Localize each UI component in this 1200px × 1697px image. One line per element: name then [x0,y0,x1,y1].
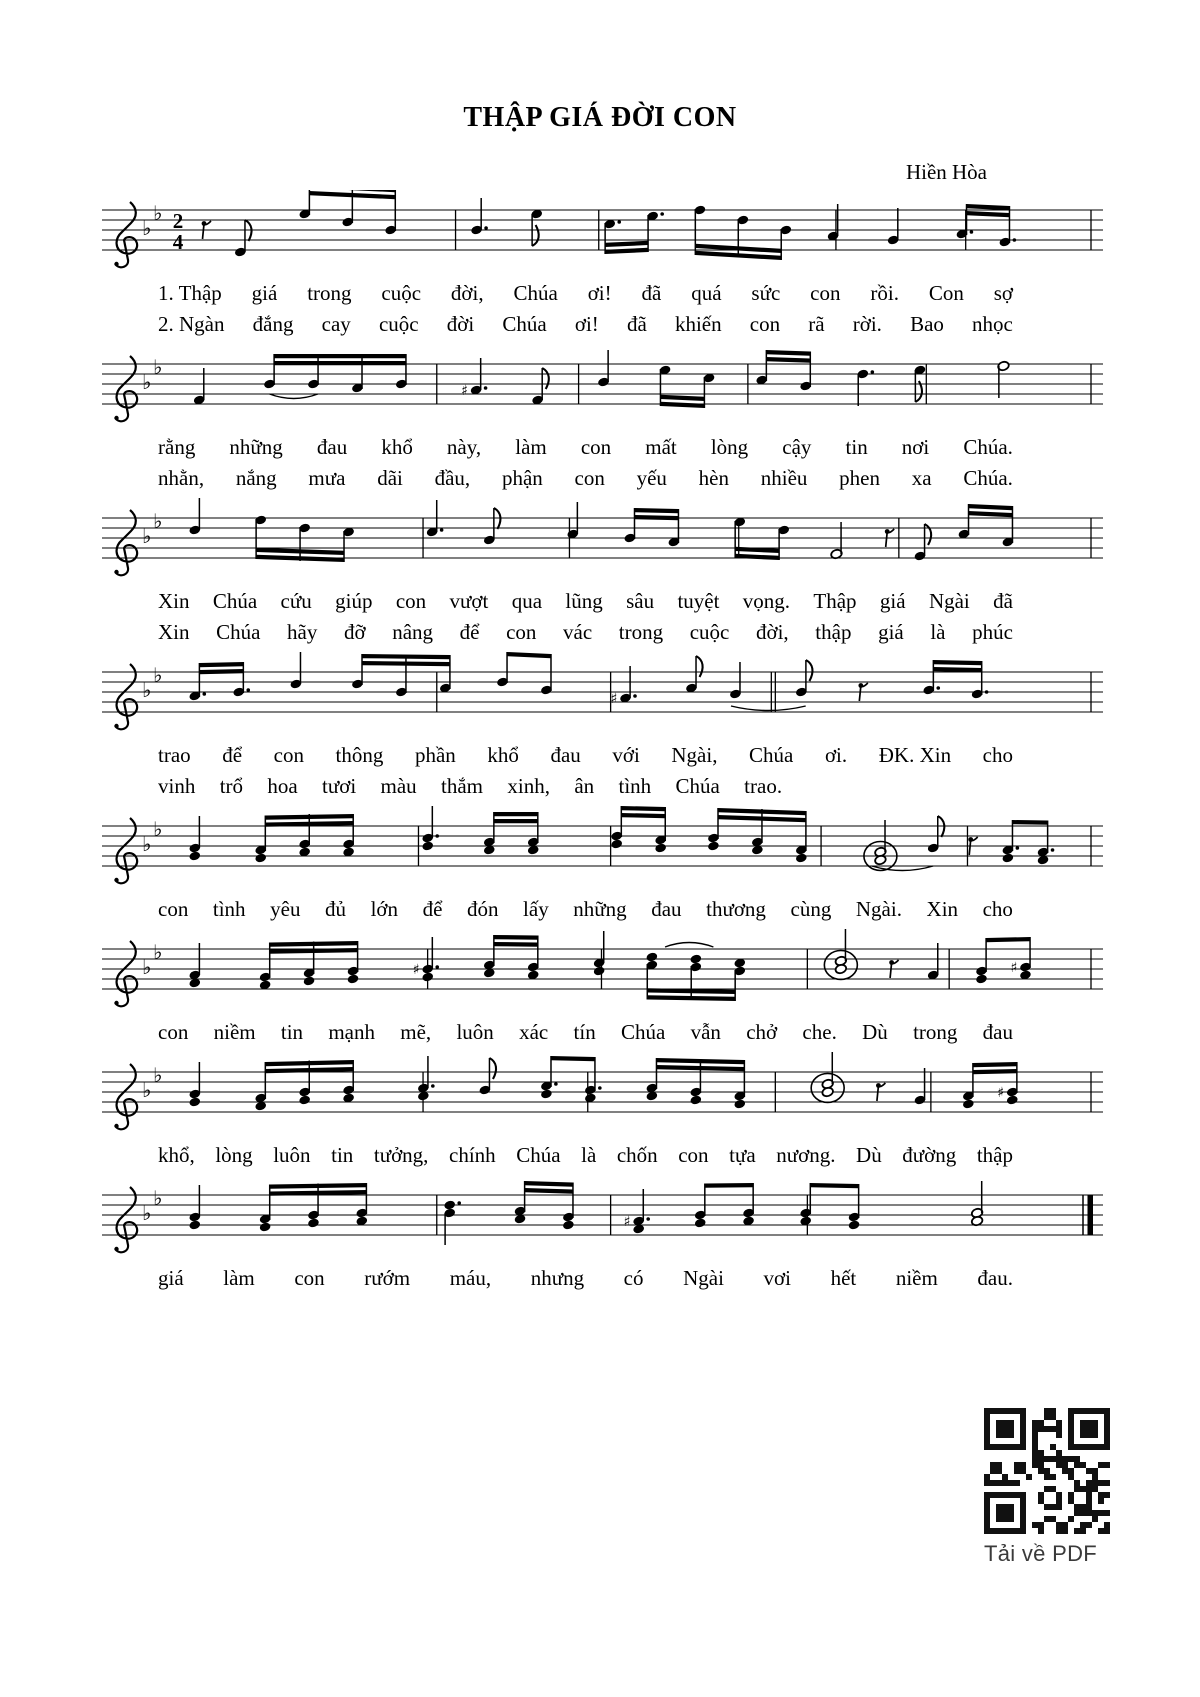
treble-clef-icon [116,356,137,421]
staff-system-5 [100,806,1105,925]
staff-system-3 [100,498,1105,648]
download-pdf-link[interactable]: Tải về PDF [984,1541,1098,1566]
staff-system-8 [100,1175,1105,1294]
qr-block [984,1408,1114,1567]
svg-text:♯: ♯ [412,962,420,978]
lyric-word: con [158,897,189,921]
lyric-word: trong [618,620,664,644]
flat-icon: ♭ [142,524,152,548]
lyric-word: mẽ, [400,1020,432,1044]
lyric-word: Ngài. [855,897,902,921]
lyric-word: Ngài [683,1266,724,1290]
lyric-word: Ngài, [671,743,718,767]
lyric-word: hoa [267,774,298,798]
staff-notation-3 [100,498,1105,586]
lyric-word: niềm [213,1020,256,1044]
lyric-word: Thập [813,589,857,613]
lyric-word: con [749,312,781,336]
lyric-word: tin [845,435,868,459]
flat-icon: ♭ [153,201,163,225]
lyric-word: con [506,620,537,644]
lyric-word: đã [993,589,1013,613]
lyric-word: Chúa [216,620,261,644]
lyric-word: hết [830,1266,857,1290]
composer-name: Hiền Hòa [905,160,987,184]
staff-system-7 [100,1052,1105,1171]
lyric-word: đời, [755,620,789,644]
lyric-word: đắng [252,312,294,336]
lyric-word: Chúa [620,1020,666,1044]
lyric-word: khiến [674,312,722,336]
lyric-line [158,1263,1013,1294]
lyric-word: khổ, [158,1143,195,1167]
lyrics-wrap [158,894,1013,925]
time-signature: 2 [172,209,184,233]
lyric-word: con [678,1143,709,1167]
song-title: THẬP GIÁ ĐỜI CON [463,102,737,133]
lyrics-wrap [158,1017,1013,1048]
lyric-word: đỡ [343,620,366,644]
lyric-word: vác [563,620,593,644]
lyric-word: mưa [308,466,346,490]
flat-icon: ♭ [153,663,163,687]
lyric-word: niềm [895,1266,938,1290]
svg-text:♯: ♯ [623,1214,631,1230]
lyric-word: cho [982,743,1013,767]
lyric-word: con [580,435,612,459]
lyric-word: luôn [273,1143,311,1167]
lyrics-wrap [158,740,1013,802]
staff-notation-4 [100,652,1105,740]
staff-notation-1 [100,190,1105,278]
lyric-line [158,309,1013,340]
treble-clef-icon [116,202,137,267]
lyric-word: xa [911,466,932,490]
treble-clef-icon [116,510,137,575]
lyric-word: làm [515,435,547,459]
lyric-word: ĐK. Xin [878,743,952,767]
lyric-word: tươi [322,774,357,798]
lyric-word: thương [706,897,766,921]
lyric-word: Chúa [513,281,558,305]
lyric-word: đau [316,435,348,459]
lyric-line [158,740,1013,771]
lyric-word: để [222,743,243,767]
treble-clef-icon [116,664,137,729]
lyric-word: nương. [776,1143,836,1167]
lyric-word: nâng [392,620,434,644]
lyric-word: lũng [565,589,603,613]
lyrics-wrap [158,432,1013,494]
lyric-word: đau [550,743,581,767]
treble-clef-icon [116,941,137,1006]
lyric-word: làm [223,1266,255,1290]
lyric-word: để [422,897,443,921]
treble-clef-icon [116,1187,137,1252]
lyric-word: sâu [626,589,655,613]
lyric-word: trong [913,1020,958,1044]
lyric-word: 1. Thập [158,281,222,305]
lyric-word: Chúa [675,774,720,798]
lyric-word: là [581,1143,597,1167]
lyric-word: tuyệt [677,589,720,613]
lyric-word: chở [746,1020,778,1044]
treble-clef-icon [116,818,137,883]
lyric-word: đau [982,1020,1013,1044]
lyric-word: cuộc [378,312,419,336]
lyric-word: hãy [287,620,318,644]
lyric-word: cay [321,312,351,336]
staff-notation-5 [100,806,1105,894]
lyric-word: chốn [616,1143,658,1167]
lyric-word: mạnh [328,1020,375,1044]
flat-icon: ♭ [142,832,152,856]
lyric-word: yếu [636,466,667,490]
lyric-word: nhằn, [158,466,205,490]
svg-text:♯: ♯ [997,1085,1005,1101]
lyric-word: vẫn [690,1020,721,1044]
lyric-word: Bao [910,312,944,336]
qr-code[interactable] [984,1408,1110,1534]
treble-clef-icon [116,1064,137,1129]
lyric-line [158,1017,1013,1048]
lyric-word: phen [839,466,880,490]
svg-text:♯: ♯ [461,383,468,399]
lyric-word: quá [691,281,722,305]
lyric-word: con [273,743,304,767]
lyrics-wrap [158,278,1013,340]
lyric-word: hèn [698,466,729,490]
lyric-word: đau [651,897,682,921]
lyric-word: khổ [381,435,413,459]
flat-icon: ♭ [142,678,152,702]
lyric-word: giá [158,1266,184,1290]
lyric-word: để [459,620,480,644]
lyric-word: cuộc [689,620,730,644]
lyric-word: nhiều [760,466,808,490]
lyric-word: 2. Ngàn [158,312,225,336]
lyric-line [158,617,1013,648]
lyric-word: tín [573,1020,596,1044]
lyric-word: cậy [782,435,812,459]
lyric-word: Dù [856,1143,882,1167]
svg-text:♯: ♯ [610,691,618,707]
flat-icon: ♭ [142,1078,152,1102]
lyric-word: tựa [729,1143,756,1167]
lyric-word: những [573,897,627,921]
lyric-word: cứu [280,589,312,613]
lyric-word: rời. [852,312,882,336]
flat-icon: ♭ [153,1063,163,1087]
score [100,190,1105,1294]
lyric-word: cùng [790,897,832,921]
staff-notation-6 [100,929,1105,1017]
lyric-word: phúc [972,620,1013,644]
lyric-word: cuộc [381,281,422,305]
time-signature: 4 [172,230,184,254]
lyric-word: con [294,1266,325,1290]
lyric-word: đau. [977,1266,1013,1290]
lyric-word: tình [618,774,652,798]
lyric-word: ơi! [587,281,612,305]
flat-icon: ♭ [153,940,163,964]
lyric-word: mất [645,435,677,459]
lyric-word: con [810,281,841,305]
lyric-word: máu, [449,1266,492,1290]
lyric-word: giúp [335,589,373,613]
lyric-word: nhưng [530,1266,585,1290]
lyric-word: xác [519,1020,549,1044]
lyric-word: tình [212,897,246,921]
lyric-word: đường [902,1143,957,1167]
flat-icon: ♭ [153,355,163,379]
lyric-word: thập [815,620,852,644]
lyric-word: này, [446,435,482,459]
flat-icon: ♭ [142,955,152,979]
lyric-word: Chúa [212,589,258,613]
lyric-word: trổ [219,774,244,798]
lyric-word: Chúa [749,743,794,767]
lyric-word: thập [976,1143,1013,1167]
flat-icon: ♭ [153,1186,163,1210]
lyric-word: màu [380,774,417,798]
lyric-word: yêu [270,897,301,921]
lyric-word: lòng [215,1143,253,1167]
svg-text:♯: ♯ [1010,960,1018,976]
lyric-word: ơi. [824,743,848,767]
lyric-word: Dù [862,1020,888,1044]
staff-notation-8 [100,1175,1105,1263]
lyric-line [158,586,1013,617]
lyric-word: thông [335,743,384,767]
lyric-word: có [623,1266,644,1290]
lyric-word: nhọc [972,312,1013,336]
lyric-word: Ngài [928,589,970,613]
lyric-word: vọng. [742,589,791,613]
lyric-line [158,894,1013,925]
lyric-word: Chúa [516,1143,561,1167]
lyric-word: con [395,589,427,613]
lyric-word: thắm [441,774,484,798]
lyric-word: tin [280,1020,304,1044]
lyric-word: là [930,620,946,644]
lyric-word: qua [511,589,543,613]
lyric-word: sức [751,281,781,305]
lyric-word: trao [158,743,191,767]
lyric-word: che. [802,1020,837,1044]
flat-icon: ♭ [153,817,163,841]
lyric-word: rã [808,312,825,336]
lyric-word: đủ [325,897,347,921]
lyric-word: những [229,435,283,459]
lyric-word: trao. [744,774,783,798]
flat-icon: ♭ [142,1201,152,1225]
lyric-word: lớn [370,897,399,921]
staff-system-6 [100,929,1105,1048]
lyric-word: đón [466,897,499,921]
staff-notation-7 [100,1052,1105,1140]
lyric-word: Chúa [502,312,547,336]
lyric-line [158,1140,1013,1171]
lyric-word: vượt [449,589,489,613]
lyric-word: Xin [926,897,959,921]
lyric-word: Xin [158,620,190,644]
staff-system-2 [100,344,1105,494]
lyric-word: đã [626,312,647,336]
lyric-word: trong [307,281,352,305]
lyric-word: đã [641,281,662,305]
lyric-word: lòng [710,435,749,459]
lyric-word: cho [982,897,1013,921]
lyric-word: rồi. [870,281,899,305]
lyric-word: rằng [158,435,196,459]
lyric-word: Chúa. [963,466,1013,490]
lyric-word: đời, [450,281,484,305]
lyric-word: lấy [523,897,549,921]
lyric-word: khổ [487,743,519,767]
lyrics-wrap [158,586,1013,648]
lyric-line [158,278,1013,309]
flat-icon: ♭ [153,509,163,533]
lyric-line [158,432,1013,463]
lyric-word: với [612,743,640,767]
lyric-word: sợ [993,281,1013,305]
lyric-line [158,771,782,802]
staff-notation-2 [100,344,1105,432]
lyric-word: dãi [377,466,403,490]
lyric-word: xinh, [507,774,550,798]
score-column [100,160,1105,1294]
lyrics-wrap [158,1140,1013,1171]
lyric-word: vơi [763,1266,791,1290]
lyric-word: đời [446,312,475,336]
lyrics-wrap [158,1263,1013,1294]
lyric-word: nắng [235,466,277,490]
lyric-word: đầu, [434,466,471,490]
lyric-word: ân [574,774,595,798]
lyric-word: Con [928,281,964,305]
lyric-word: con [574,466,605,490]
lyric-word: tưởng, [373,1143,429,1167]
lyric-word: phần [414,743,456,767]
lyric-word: Chúa. [963,435,1013,459]
flat-icon: ♭ [142,370,152,394]
lyric-line [158,463,1013,494]
lyric-word: luôn [456,1020,494,1044]
lyric-word: vinh [158,774,196,798]
lyric-word: giá [879,589,906,613]
staff-system-1 [100,190,1105,340]
lyric-word: phận [501,466,543,490]
lyric-word: nơi [901,435,930,459]
lyric-word: tin [331,1143,354,1167]
lyric-word: rướm [364,1266,411,1290]
lyric-word: chính [449,1143,496,1167]
lyric-word: giá [878,620,904,644]
lyric-word: giá [251,281,278,305]
lyric-word: con [158,1020,189,1044]
staff-system-4 [100,652,1105,802]
flat-icon: ♭ [142,216,152,240]
lyric-word: ơi! [574,312,599,336]
lyric-word: Xin [158,589,190,613]
